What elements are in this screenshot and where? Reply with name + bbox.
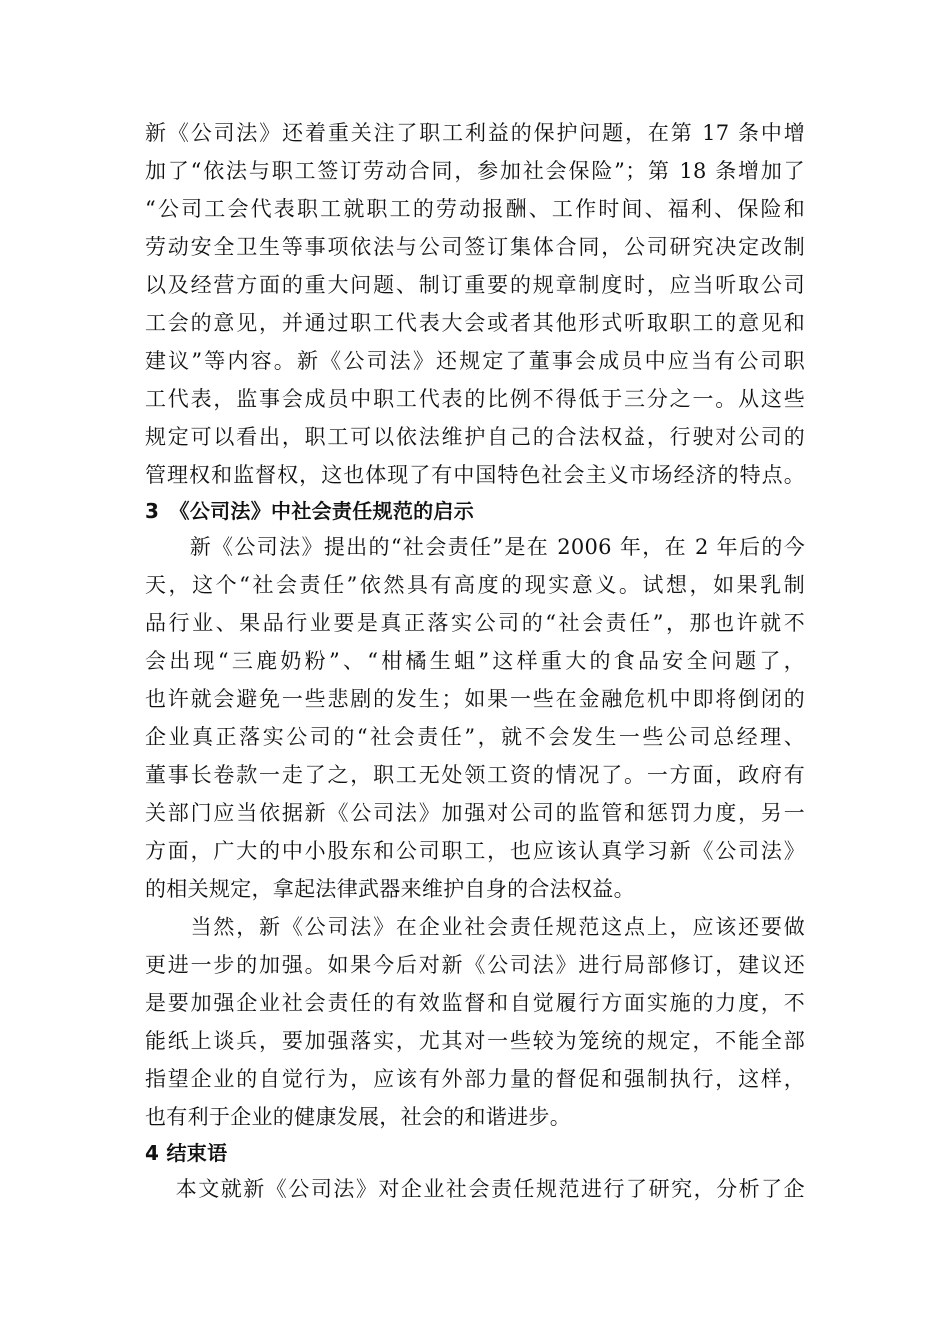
section-heading: 4 结束语	[145, 1141, 228, 1165]
paragraph-line: 是要加强企业社会责任的有效监督和自觉履行方面实施的力度，不	[145, 991, 805, 1015]
paragraph-line: 会出现“三鹿奶粉”、“柑橘生蛆”这样重大的食品安全问题了，	[145, 649, 805, 673]
paragraph-line: 的相关规定，拿起法律武器来维护自身的合法权益。	[145, 877, 635, 901]
paragraph-line: 更进一步的加强。如果今后对新《公司法》进行局部修订，建议还	[145, 953, 805, 977]
paragraph-line: 能纸上谈兵，要加强落实，尤其对一些较为笼统的规定，不能全部	[145, 1029, 805, 1053]
paragraph-line: 当然，新《公司法》在企业社会责任规范这点上，应该还要做	[145, 915, 805, 939]
paragraph-line: 本文就新《公司法》对企业社会责任规范进行了研究，分析了企	[145, 1177, 805, 1201]
paragraph-line: 指望企业的自觉行为，应该有外部力量的督促和强制执行，这样，	[145, 1067, 805, 1091]
paragraph-line: 品行业、果品行业要是真正落实公司的“社会责任”，那也许就不	[145, 611, 805, 635]
paragraph-line: 关部门应当依据新《公司法》加强对公司的监管和惩罚力度，另一	[145, 801, 805, 825]
paragraph-line: 加了“依法与职工签订劳动合同，参加社会保险”；第 18 条增加了	[145, 159, 805, 183]
paragraph-line: 工会的意见，并通过职工代表大会或者其他形式听取职工的意见和	[145, 311, 805, 335]
paragraph-line: “公司工会代表职工就职工的劳动报酬、工作时间、福利、保险和	[145, 197, 805, 221]
paragraph-line: 天，这个“社会责任”依然具有高度的现实意义。试想，如果乳制	[145, 573, 805, 597]
paragraph-line: 新《公司法》还着重关注了职工利益的保护问题，在第 17 条中增	[145, 121, 805, 145]
paragraph-line: 以及经营方面的重大问题、制订重要的规章制度时，应当听取公司	[145, 273, 805, 297]
paragraph-line: 劳动安全卫生等事项依法与公司签订集体合同，公司研究决定改制	[145, 235, 805, 259]
paragraph-line: 也许就会避免一些悲剧的发生；如果一些在金融危机中即将倒闭的	[145, 687, 805, 711]
paragraph-line: 规定可以看出，职工可以依法维护自己的合法权益，行驶对公司的	[145, 425, 805, 449]
paragraph-line: 工代表，监事会成员中职工代表的比例不得低于三分之一。从这些	[145, 387, 805, 411]
paragraph-line: 管理权和监督权，这也体现了有中国特色社会主义市场经济的特点。	[145, 463, 805, 487]
paragraph-line: 企业真正落实公司的“社会责任”，就不会发生一些公司总经理、	[145, 725, 805, 749]
paragraph-line: 董事长卷款一走了之，职工无处领工资的情况了。一方面，政府有	[145, 763, 805, 787]
paragraph-line: 也有利于企业的健康发展，社会的和谐进步。	[145, 1105, 571, 1129]
paragraph-line: 建议”等内容。新《公司法》还规定了董事会成员中应当有公司职	[145, 349, 805, 373]
paragraph-line: 方面，广大的中小股东和公司职工，也应该认真学习新《公司法》	[145, 839, 805, 863]
section-heading: 3 《公司法》中社会责任规范的启示	[145, 499, 475, 523]
paragraph-line: 新《公司法》提出的“社会责任”是在 2006 年，在 2 年后的今	[145, 535, 805, 559]
